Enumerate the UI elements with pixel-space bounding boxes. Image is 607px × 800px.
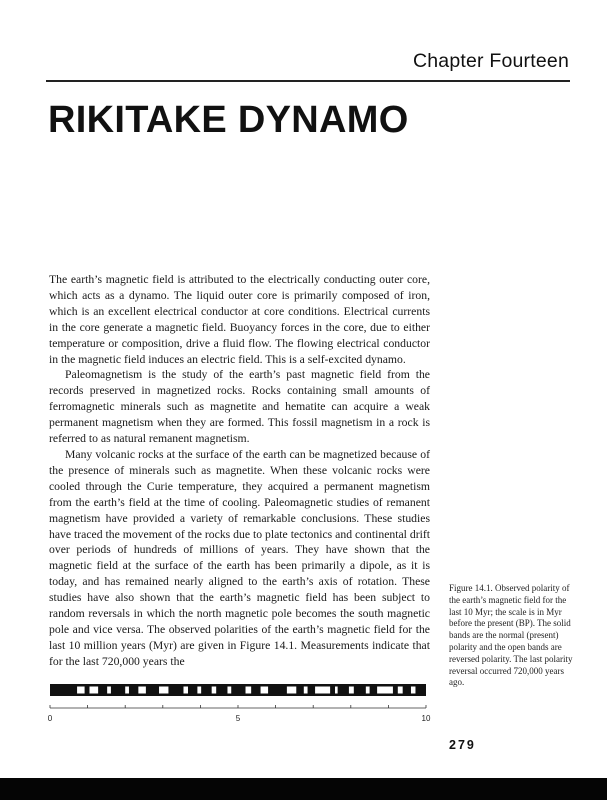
scan-edge-bar bbox=[0, 778, 607, 800]
page-number: 279 bbox=[449, 738, 476, 752]
reversed-polarity-band bbox=[159, 687, 168, 694]
axis-label-min: 0 bbox=[47, 714, 53, 723]
reversed-polarity-band bbox=[89, 687, 98, 694]
reversed-polarity-band bbox=[377, 687, 393, 694]
axis-label-max: 10 bbox=[421, 714, 431, 723]
reversed-polarity-band bbox=[227, 687, 231, 694]
reversed-polarity-band bbox=[197, 687, 201, 694]
figure-caption: Figure 14.1. Observed polarity of the earth’s magnetic field for the last 10 Myr; the scale is in Myr before the present (BP). The solid bands are the normal (present) polarity and the open bands are reversed polarity. The last polarity reversal occurred 720,000 years ago. bbox=[449, 583, 573, 688]
reversed-polarity-band bbox=[246, 687, 252, 694]
reversed-polarity-band bbox=[212, 687, 217, 694]
reversed-polarity-band bbox=[138, 687, 146, 694]
reversed-polarity-band bbox=[335, 687, 338, 694]
axis-label-mid: 5 bbox=[235, 714, 241, 723]
paragraph-volcanic-rocks: Many volcanic rocks at the surface of the earth can be magnetized because of the presence of minerals such as magnetite. When these volcanic rocks were cooled through the Curie temperature, they acquired a permanent magnetism from the earth’s field at the time of cooling. Paleomagnetic studies of remanent magnetism have provided a variety of remarkable conclusions. These studies have traced the movement of the rocks due to plate tectonics and continental drift over periods of hundreds of millions of years. They have shown that the magnetic field at the surface of the earth has been primarily a dipole, as it is today, and has remained nearly aligned to the earth’s axis of rotation. These studies have also shown that the earth’s magnetic field has been subject to random reversals in which the north magnetic pole becomes the south magnetic pole and vice versa. The observed polarities of the earth’s magnetic field for the last 10 million years (Myr) are given in Figure 14.1. Measurements indicate that for the last 720,000 years the bbox=[49, 447, 430, 668]
reversed-polarity-band bbox=[349, 687, 354, 694]
reversed-polarity-band bbox=[411, 687, 416, 694]
reversed-polarity-band bbox=[107, 687, 111, 694]
paragraph-dynamo: The earth’s magnetic field is attributed to the electrically conducting outer core, which acts as a dynamo. The liquid outer core is primarily composed of iron, which is an excellent electrical conductor at core conditions. Electrical currents in the core generate a magnetic field. Buoyancy forces in the core, due to either temperature or composition, drive a fluid flow. The flowing electrical conductor in the magnetic field induces an electric field. This is a self-excited dynamo. bbox=[49, 273, 430, 366]
reversed-polarity-band bbox=[77, 687, 85, 694]
chapter-title: RIKITAKE DYNAMO bbox=[48, 99, 409, 141]
reversed-polarity-band bbox=[315, 687, 330, 694]
reversed-polarity-band bbox=[287, 687, 296, 694]
body-text bbox=[49, 272, 430, 670]
reversed-polarity-band bbox=[125, 687, 129, 694]
reversed-polarity-band bbox=[398, 687, 403, 694]
paragraph-paleomagnetism: Paleomagnetism is the study of the earth’s past magnetic field from the records preserved in magnetized rocks. Rocks containing small amounts of ferromagnetic minerals such as magnetite and hematite can acquire a weak permanent magnetism when they are formed. This fossil magnetism in a rock is referred to as natural remanent magnetism. bbox=[49, 368, 430, 446]
reversed-polarity-band bbox=[183, 687, 188, 694]
chapter-rule bbox=[46, 80, 570, 82]
polarity-figure bbox=[49, 680, 429, 724]
reversed-polarity-band bbox=[304, 687, 308, 694]
chapter-label: Chapter Fourteen bbox=[412, 50, 569, 72]
polarity-timescale bbox=[49, 680, 429, 724]
reversed-polarity-band bbox=[261, 687, 269, 694]
reversed-polarity-band bbox=[366, 687, 370, 694]
